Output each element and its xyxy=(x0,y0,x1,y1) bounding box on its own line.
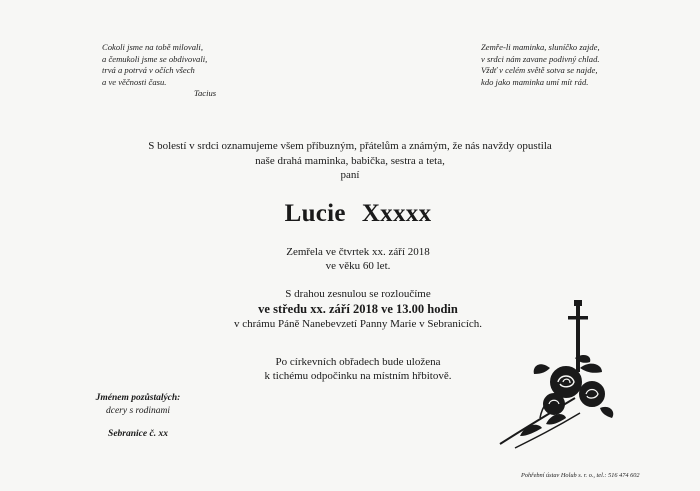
quote-line: a čemukoli jsme se obdivovali, xyxy=(102,53,208,64)
death-info xyxy=(0,245,700,273)
left-quote xyxy=(102,42,216,100)
quote-line: trvá a potrvá v očích všech xyxy=(102,65,195,75)
funeral-home-footer: Pohřební ústav Holub s. r. o., tel.: 516 474 602 xyxy=(521,472,640,479)
mourners-place: Sebranice č. xx xyxy=(108,429,168,439)
quote-line: Cokoli jsme na tobě milovali, xyxy=(102,42,203,52)
farewell-intro: S drahou zesnulou se rozloučíme xyxy=(285,288,431,300)
burial-line: k tichému odpočinku na místním hřbitově. xyxy=(264,370,452,382)
cross-flower-illustration xyxy=(480,298,630,458)
deceased-name xyxy=(0,199,700,229)
quote-line: v srdci nám zavane podivný chlad. xyxy=(481,53,600,64)
quote-line: kdo jako maminka umí mít rád. xyxy=(481,76,589,87)
burial-line: Po církevních obřadech bude uložena xyxy=(275,356,441,368)
farewell-place: v chrámu Páně Nanebevzetí Panny Marie v Sebranicích. xyxy=(233,318,483,330)
quote-line: Vždť v celém světě sotva se najde, xyxy=(481,65,598,75)
quote-line: a ve věčnosti času. xyxy=(102,76,167,87)
rose-icon xyxy=(544,367,604,414)
announcement-line: naše drahá maminka, babička, sestra a teta, xyxy=(255,154,445,167)
right-quote xyxy=(481,42,600,88)
announcement-line: paní xyxy=(340,169,360,181)
quote-line: Zemře-li maminka, sluníčko zajde, xyxy=(481,42,600,52)
mourners-heading: Jménem pozůstalých: xyxy=(95,393,181,403)
last-name: Xxxxx xyxy=(361,200,432,227)
announcement-line: S bolestí v srdci oznamujeme všem příbuzným, přátelům a známým, že nás navždy opustila xyxy=(148,140,552,152)
first-name: Lucie xyxy=(284,200,346,227)
quote-author: Tacius xyxy=(194,88,217,98)
farewell-datetime: ve středu xx. září 2018 ve 13.00 hodin xyxy=(258,302,458,316)
announcement xyxy=(0,139,700,183)
mourners-who: dcery s rodinami xyxy=(105,406,171,416)
death-age: ve věku 60 let. xyxy=(325,260,391,272)
mourners-signature xyxy=(78,392,198,441)
death-date: Zemřela ve čtvrtek xx. září 2018 xyxy=(286,246,430,258)
